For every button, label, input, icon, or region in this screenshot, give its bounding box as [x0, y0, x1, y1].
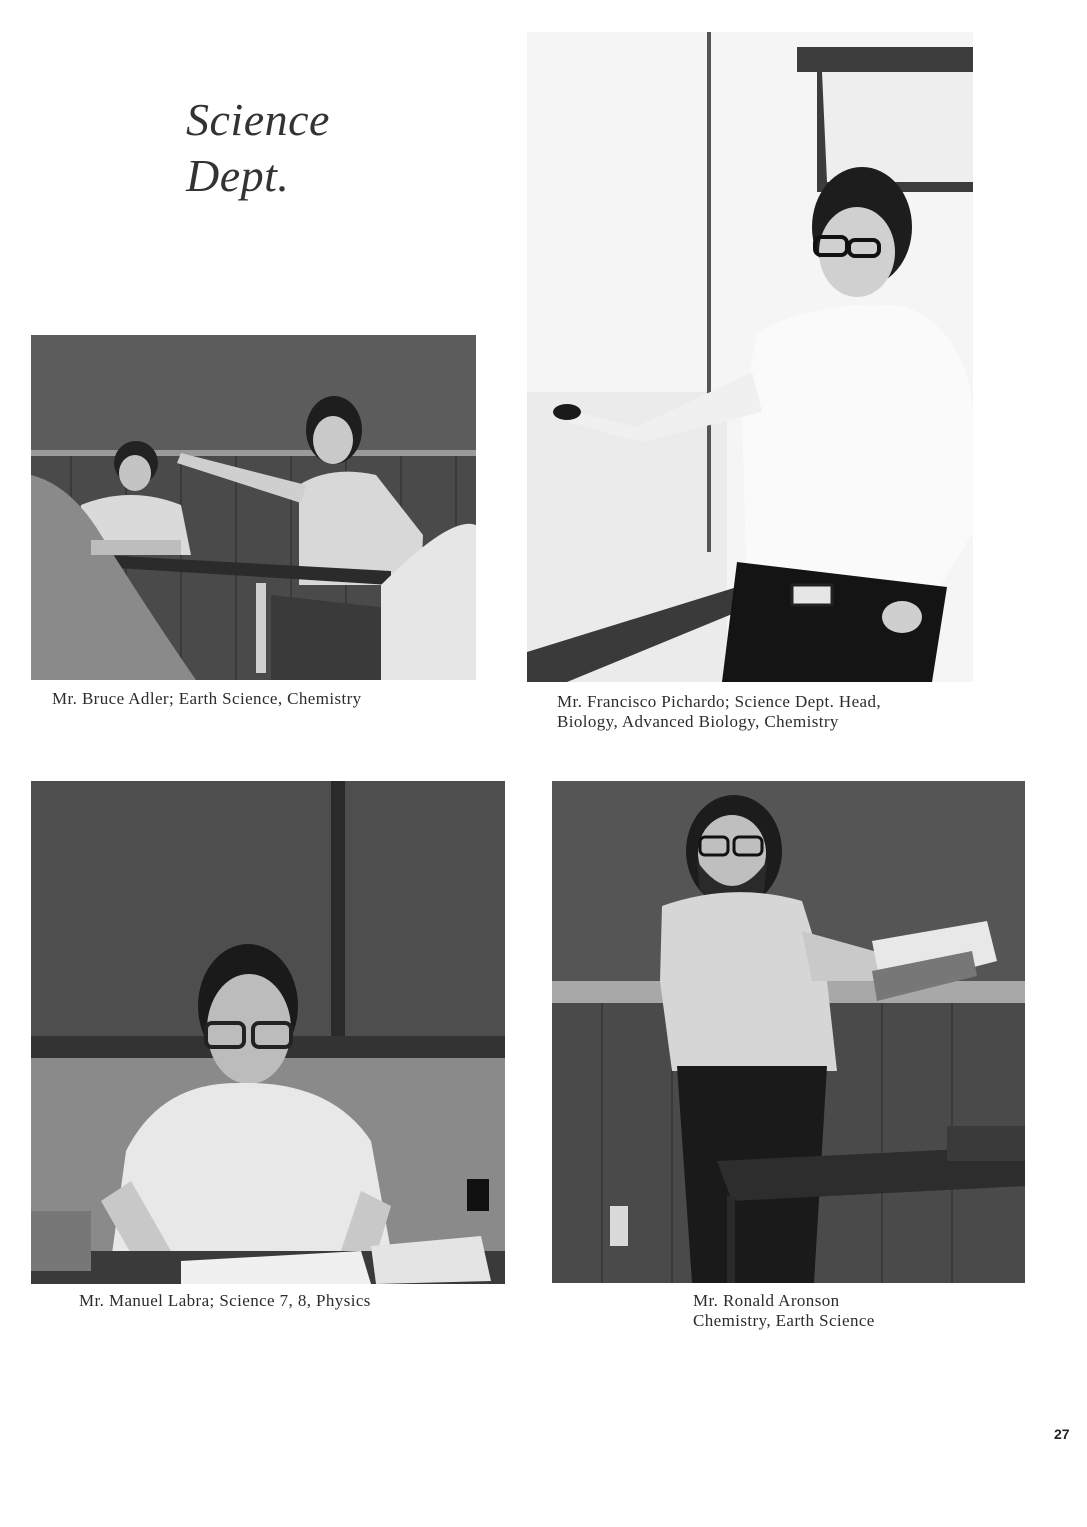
photo-aronson-image — [552, 781, 1025, 1283]
photo-adler — [31, 335, 476, 680]
caption-adler — [52, 689, 362, 709]
photo-labra — [31, 781, 505, 1284]
photo-pichardo — [527, 32, 973, 682]
caption-line: Chemistry, Earth Science — [693, 1311, 875, 1330]
photo-aronson — [552, 781, 1025, 1283]
caption-pichardo — [557, 692, 881, 732]
caption-line: Biology, Advanced Biology, Chemistry — [557, 712, 839, 731]
page-number: 27 — [1054, 1426, 1070, 1442]
photo-labra-image — [31, 781, 505, 1284]
title-line-2: Dept. — [186, 150, 290, 201]
caption-labra — [79, 1291, 371, 1311]
caption-line: Mr. Bruce Adler; Earth Science, Chemistry — [52, 689, 362, 708]
photo-adler-image — [31, 335, 476, 680]
caption-aronson — [693, 1291, 875, 1331]
title-line-1: Science — [186, 94, 330, 145]
caption-line: Mr. Manuel Labra; Science 7, 8, Physics — [79, 1291, 371, 1310]
caption-line: Mr. Francisco Pichardo; Science Dept. Head, — [557, 692, 882, 711]
caption-line: Mr. Ronald Aronson — [693, 1291, 840, 1310]
page-title — [186, 92, 330, 204]
photo-pichardo-image — [527, 32, 973, 682]
